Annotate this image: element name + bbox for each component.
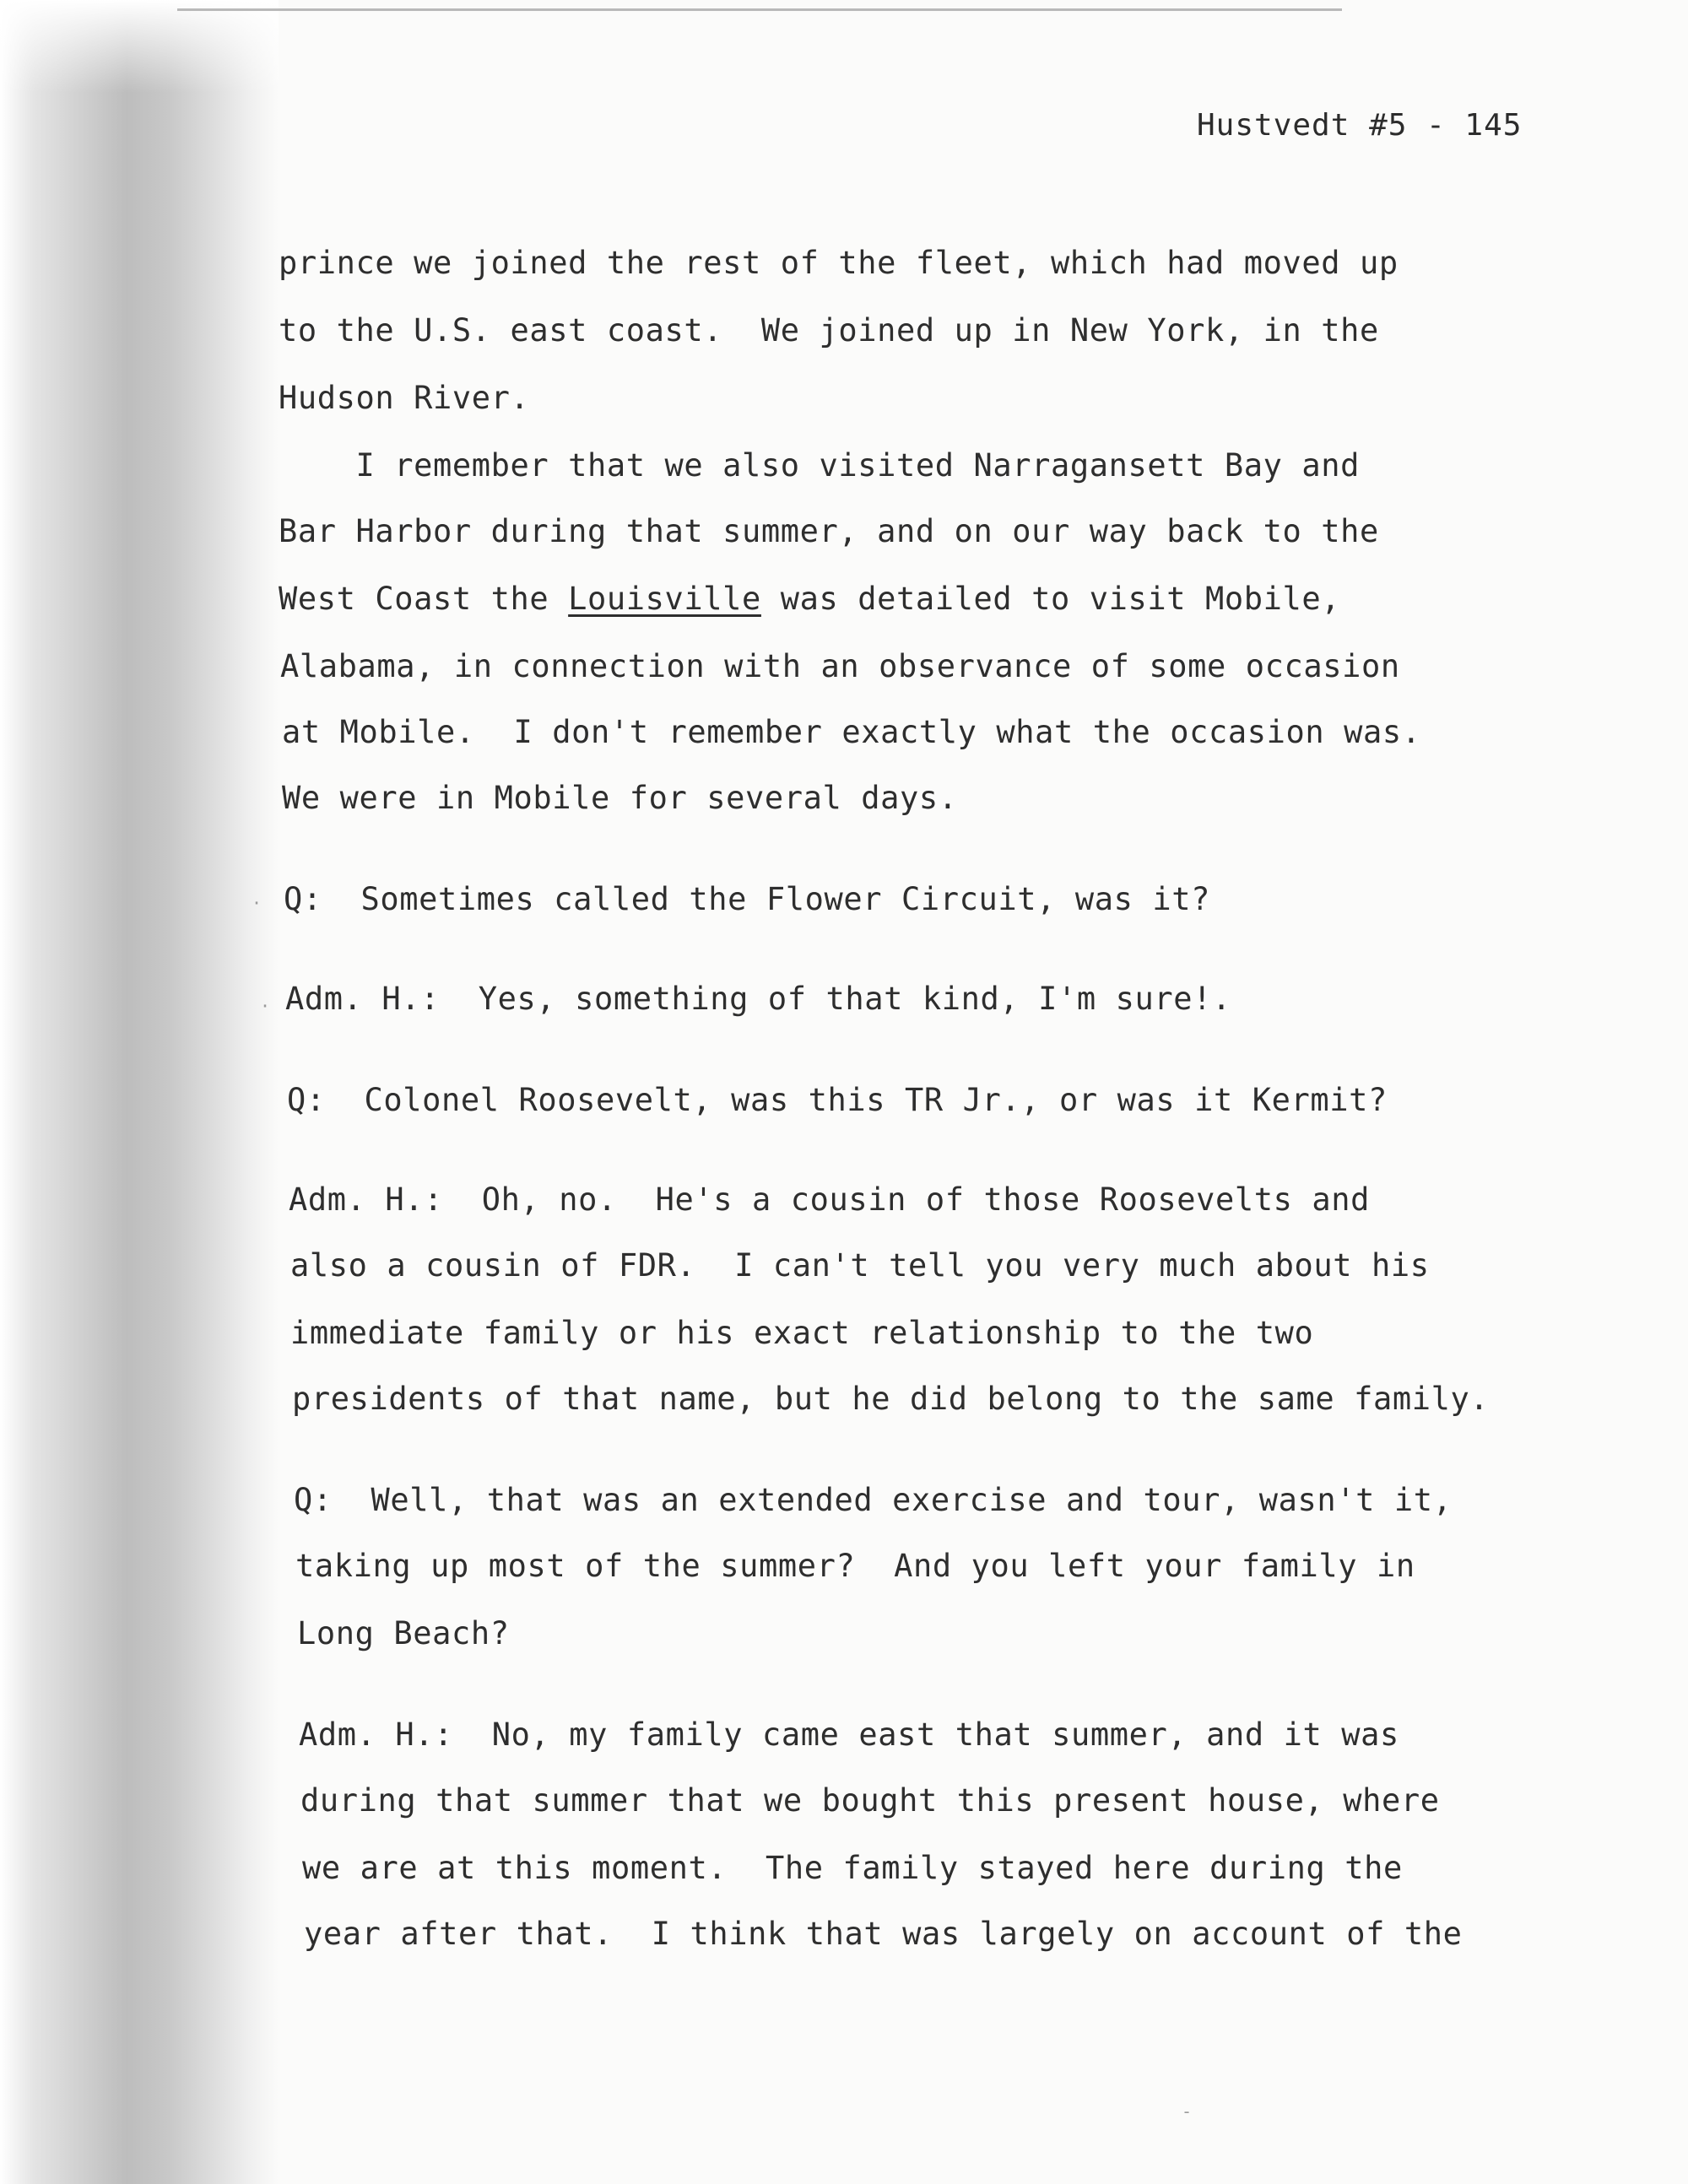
- page-header: Hustvedt #5 - 145: [1197, 108, 1523, 143]
- text-line: [279, 581, 1340, 617]
- ship-name-underlined: Louisville: [568, 581, 761, 617]
- text-line: presidents of that name, but he did belong to the same family.: [292, 1381, 1490, 1417]
- text-line: I remember that we also visited Narragansett Bay and: [279, 447, 1361, 484]
- scan-speck: ·: [260, 996, 271, 1016]
- text-line: Hudson River.: [279, 380, 530, 416]
- binding-gutter-shadow: [0, 0, 279, 2184]
- text-line: prince we joined the rest of the fleet, which had moved up: [279, 245, 1399, 281]
- text-line: We were in Mobile for several days.: [282, 780, 958, 816]
- text-line: we are at this moment. The family stayed here during the: [302, 1850, 1403, 1886]
- text-line: Bar Harbor during that summer, and on our way back to the: [279, 513, 1379, 549]
- scan-speck: ·: [252, 893, 262, 913]
- page-top-edge: [177, 8, 1342, 11]
- scan-speck: -: [1182, 2101, 1193, 2122]
- text-segment: was detailed to visit Mobile,: [760, 581, 1341, 617]
- text-line: also a cousin of FDR. I can't tell you very much about his: [290, 1247, 1430, 1284]
- answer-line: Adm. H.: No, my family came east that summer, and it was: [299, 1716, 1399, 1753]
- text-line: Alabama, in connection with an observance of some occasion: [280, 648, 1400, 684]
- text-line: year after that. I think that was largely on account of the: [304, 1916, 1463, 1952]
- text-line: at Mobile. I don't remember exactly what the occasion was.: [282, 714, 1421, 750]
- answer-line: Adm. H.: Oh, no. He's a cousin of those Roosevelts and: [289, 1181, 1371, 1218]
- text-line: taking up most of the summer? And you left your family in: [295, 1548, 1415, 1584]
- answer-line: Adm. H.: Yes, something of that kind, I'm sure!.: [285, 981, 1231, 1017]
- text-segment: West Coast the: [279, 581, 569, 617]
- binding-top-fade: [0, 0, 279, 93]
- text-line: during that summer that we bought this present house, where: [300, 1782, 1440, 1819]
- question-line: Q: Colonel Roosevelt, was this TR Jr., or was it Kermit?: [287, 1082, 1388, 1118]
- question-line: Q: Well, that was an extended exercise and tour, wasn't it,: [294, 1482, 1453, 1518]
- text-line: to the U.S. east coast. We joined up in New York, in the: [279, 312, 1379, 349]
- text-line: Long Beach?: [297, 1615, 510, 1652]
- text-line: immediate family or his exact relationship to the two: [290, 1315, 1314, 1351]
- question-line: Q: Sometimes called the Flower Circuit, was it?: [284, 881, 1211, 917]
